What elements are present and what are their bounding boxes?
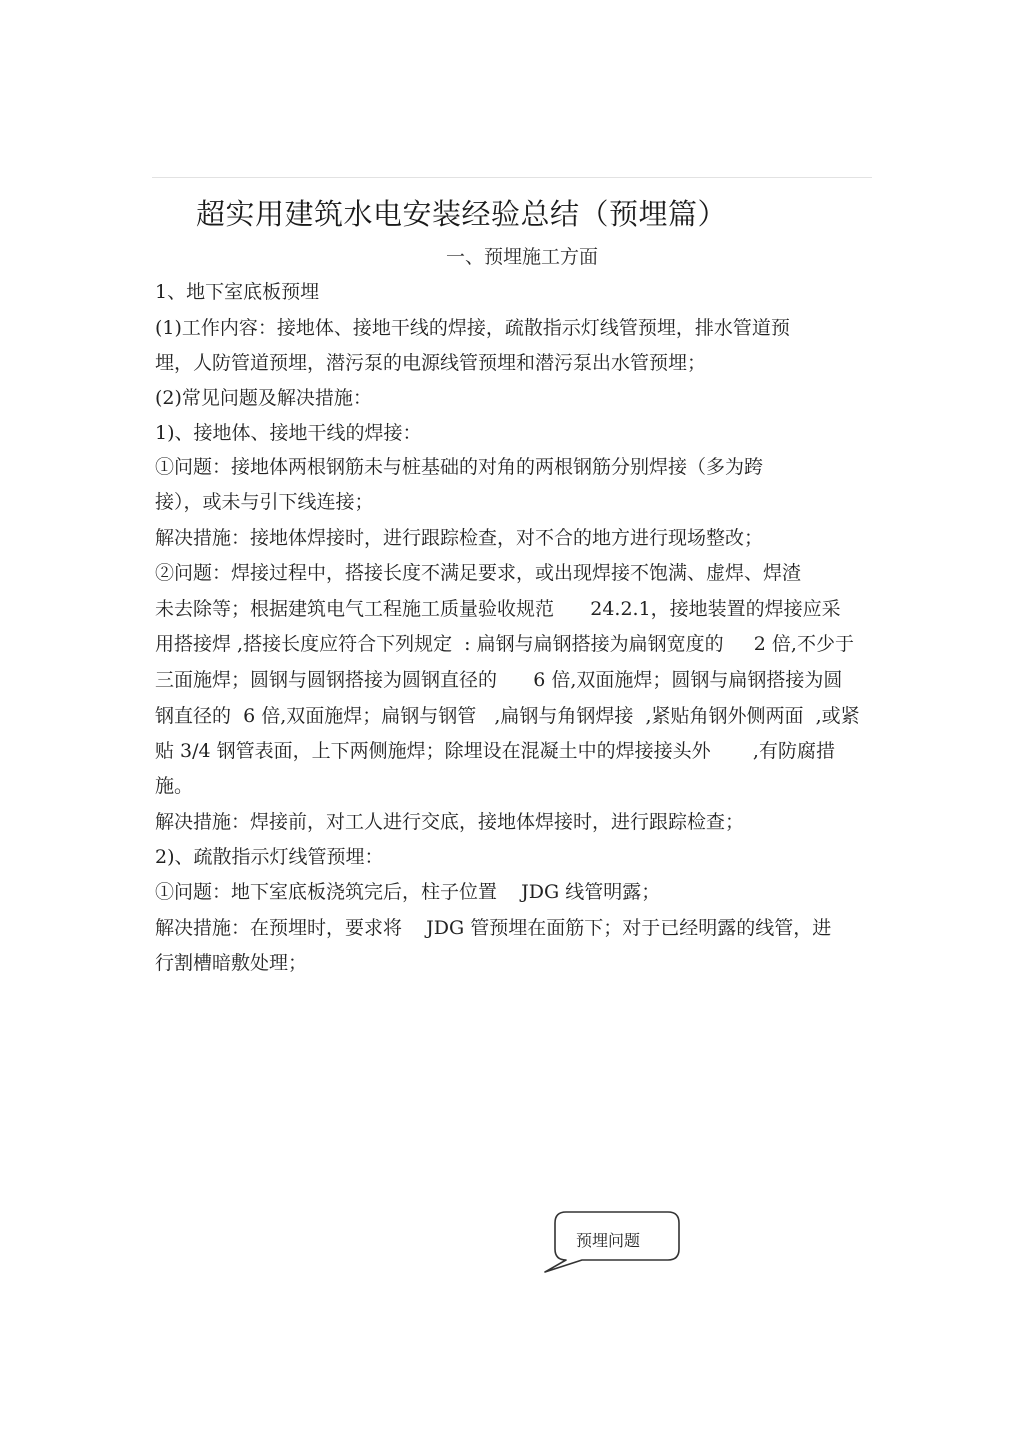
paragraph-line: (1)工作内容：接地体、接地干线的焊接，疏散指示灯线管预埋，排水管道预 <box>155 317 790 339</box>
top-divider-line <box>152 177 872 178</box>
paragraph-line: 钢直径的 6 倍,双面施焊；扁钢与钢管 ,扁钢与角钢焊接 ,紧贴角钢外侧两面 ,或紧 <box>155 705 860 727</box>
paragraph-line: 施。 <box>155 775 194 797</box>
paragraph-line: 用搭接焊 ,搭接长度应符合下列规定 : 扁钢与扁钢搭接为扁钢宽度的 2 倍,不少于 <box>155 633 854 655</box>
paragraph-line: 未去除等；根据建筑电气工程施工质量验收规范 24.2.1，接地装置的焊接应采 <box>155 598 841 620</box>
paragraph-line: 1)、接地体、接地干线的焊接： <box>155 422 422 444</box>
subsection-heading: 1、地下室底板预埋 <box>155 281 320 303</box>
paragraph-line: 解决措施：焊接前，对工人进行交底，接地体焊接时，进行跟踪检查； <box>155 811 745 833</box>
speech-bubble-callout <box>542 1208 684 1276</box>
paragraph-line: 埋，人防管道预埋，潜污泵的电源线管预埋和潜污泵出水管预埋； <box>155 352 707 374</box>
callout-label: 预埋问题 <box>576 1231 641 1250</box>
paragraph-line: 解决措施：接地体焊接时，进行跟踪检查，对不合的地方进行现场整改； <box>155 527 764 549</box>
paragraph-line: 行割槽暗敷处理； <box>155 952 308 974</box>
paragraph-line: (2)常见问题及解决措施： <box>155 387 372 409</box>
section-heading: 一、预埋施工方面 <box>446 246 599 268</box>
paragraph-line: 接），或未与引下线连接； <box>155 491 374 513</box>
paragraph-line: 解决措施：在预埋时，要求将 JDG 管预埋在面筋下；对于已经明露的线管，进 <box>155 917 832 939</box>
paragraph-line: 贴 3/4 钢管表面，上下两侧施焊；除埋设在混凝土中的焊接接头外 ,有防腐措 <box>155 740 835 762</box>
document-title: 超实用建筑水电安装经验总结（预埋篇） <box>196 197 728 231</box>
paragraph-line: ①问题：接地体两根钢筋未与桩基础的对角的两根钢筋分别焊接（多为跨 <box>155 456 764 478</box>
paragraph-line: 2)、疏散指示灯线管预埋： <box>155 846 384 868</box>
paragraph-line: 三面施焊；圆钢与圆钢搭接为圆钢直径的 6 倍,双面施焊；圆钢与扁钢搭接为圆 <box>155 669 843 691</box>
paragraph-line: ②问题：焊接过程中，搭接长度不满足要求，或出现焊接不饱满、虚焊、焊渣 <box>155 562 802 584</box>
paragraph-line: ①问题：地下室底板浇筑完后，柱子位置 JDG 线管明露； <box>155 881 661 903</box>
